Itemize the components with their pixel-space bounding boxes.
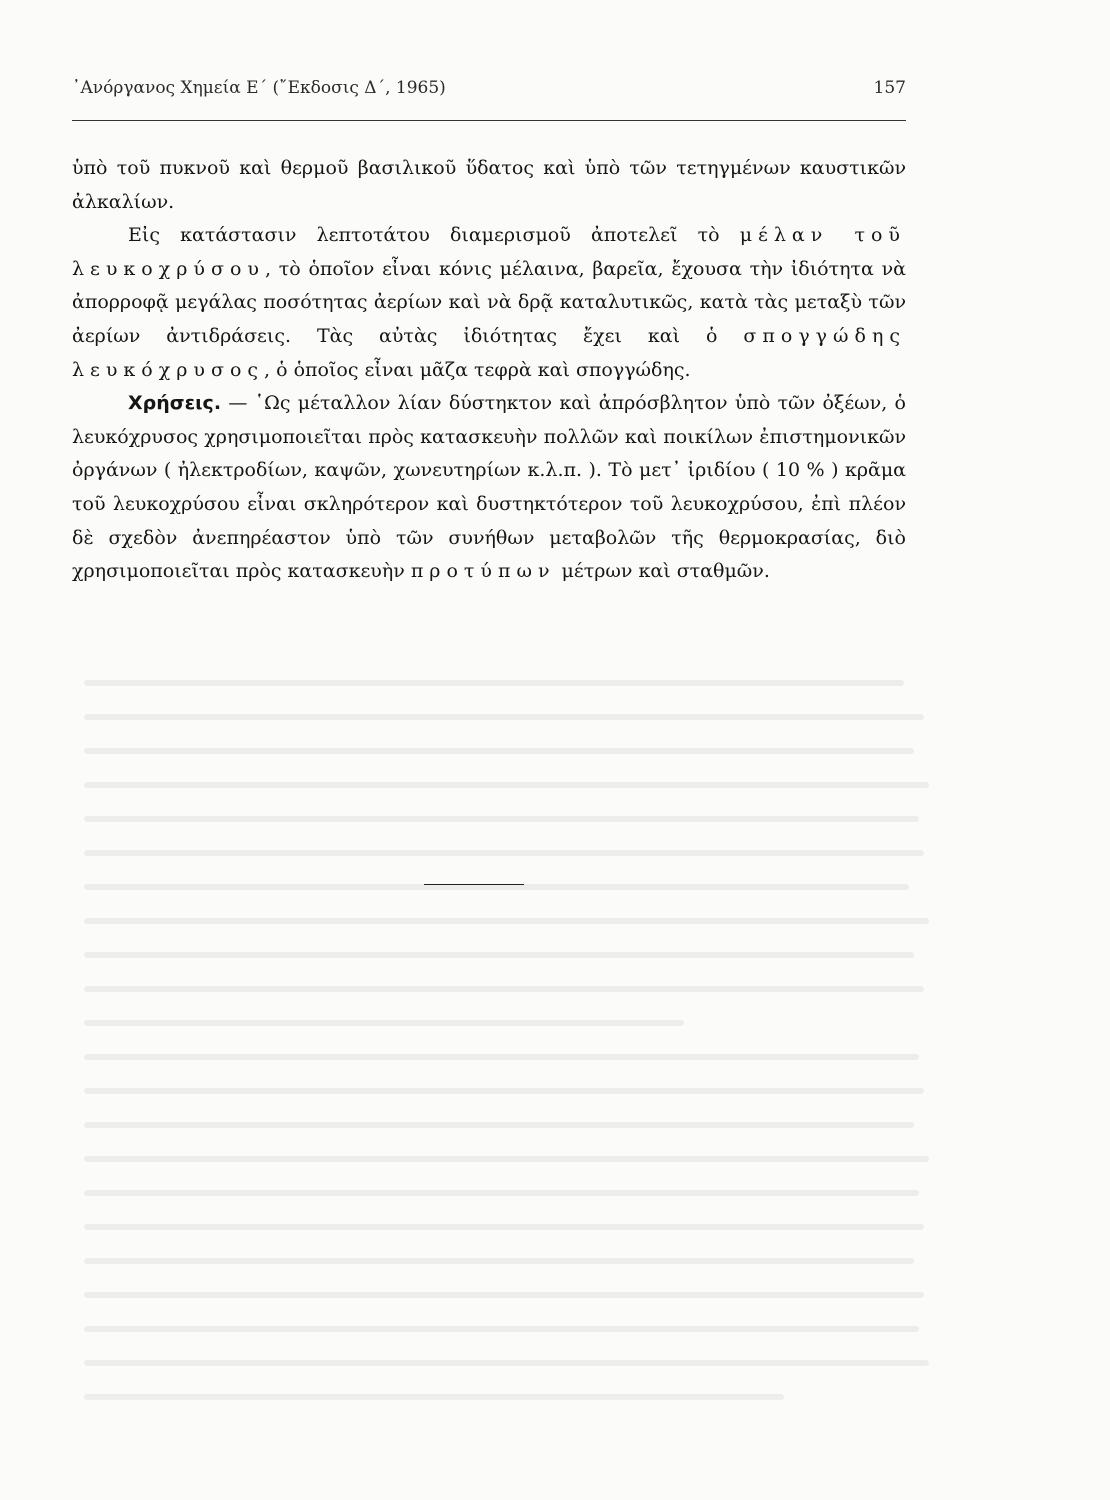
text-run: , τὸ ὁποῖον εἶναι κόνις μέλαινα, βαρεῖα, ἔχουσα τὴν ἰδιότητα νὰ ἀπορροφᾷ μεγάλας ποσότητας ἀερίων καὶ νὰ δρᾷ καταλυτικῶς, κατὰ τὰς μεταξὺ τῶν ἀερίων ἀντιδράσεις. Τὰς αὐτὰς ἰδιότητας ἔχει καὶ ὁ	[72, 257, 906, 347]
paragraph-uses	[72, 387, 906, 589]
paragraph-platinum-black	[72, 219, 906, 387]
header-rule	[72, 120, 906, 121]
text-run: , ὁ ὁποῖος εἶναι μᾶζα τεφρὰ καὶ σπογγώδης.	[264, 358, 691, 381]
spaced-term-platinum-black: μέλαν τοῦ λευκοχρύσου	[72, 224, 906, 280]
text-run: — ῾Ως μέταλλον λίαν δύστηκτον καὶ ἀπρόσβλητον ὑπὸ τῶν ὀξέων, ὁ λευκόχρυσος χρησιμοποιεῖται πρὸς κατασκευὴν πολλῶν καὶ ποικίλων ἐπιστημονικῶν ὀργάνων ( ἠλεκτροδίων, καψῶν, χωνευτηρίων κ.λ.π. ). Τὸ μετ᾿ ἰριδίου ( 10 % ) κρᾶμα τοῦ λευκοχρύσου εἶναι σκληρότερον καὶ δυστηκτότερον τοῦ λευκοχρύσου, ἐπὶ πλέον δὲ σχεδὸν ἀνεπηρέαστον ὑπὸ τῶν συνήθων μεταβολῶν τῆς θερμοκρασίας, διὸ χρησιμοποιεῖται πρὸς κατασκευὴν	[72, 392, 906, 583]
text-run: μέτρων καὶ σταθμῶν.	[555, 560, 770, 583]
book-page	[72, 0, 906, 1500]
spaced-term-spongy-platinum: σπογγώδης λευκόχρυσος	[72, 324, 906, 381]
text-run: Εἰς κατάστασιν λεπτοτάτου διαμερισμοῦ ἀποτελεῖ τὸ	[128, 224, 740, 247]
spaced-term-standards: προτύπων	[410, 560, 556, 583]
section-heading-uses: Χρήσεις.	[128, 392, 222, 415]
running-header	[72, 78, 906, 108]
page-number: 157	[873, 78, 906, 98]
paragraph-continuation: ὑπὸ τοῦ πυκνοῦ καὶ θερμοῦ βασιλικοῦ ὕδατος καὶ ὑπὸ τῶν τετηγμένων καυστικῶν ἀλκαλίων.	[72, 157, 906, 213]
running-title: ᾿Ανόργανος Χημεία Ε΄ (῎Εκδοσις Δ΄, 1965)	[72, 78, 446, 98]
body-text	[72, 152, 906, 589]
section-end-rule	[424, 884, 524, 885]
